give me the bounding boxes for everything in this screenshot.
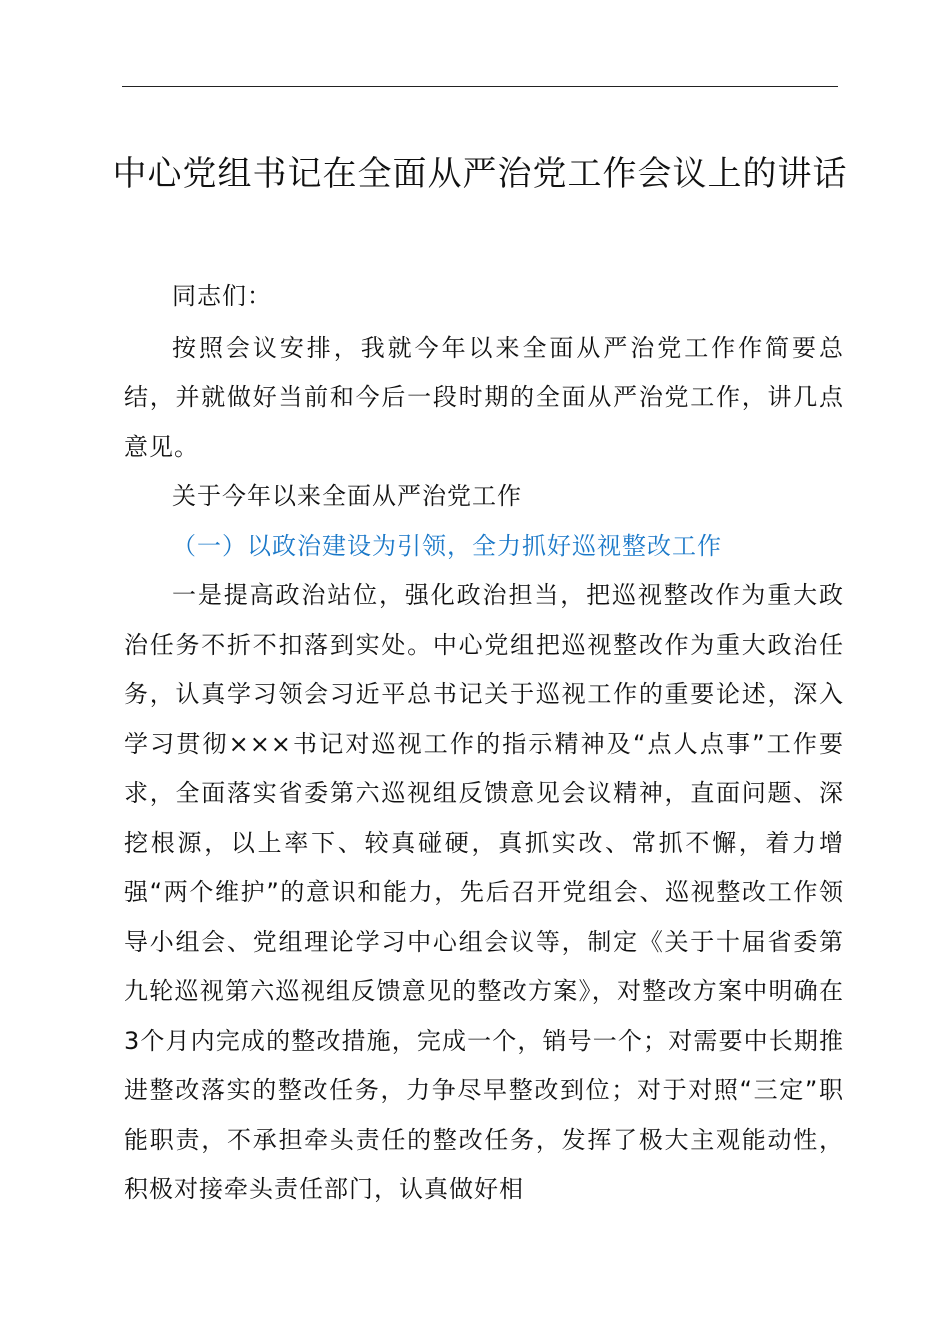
page-title: 中心党组书记在全面从严治党工作会议上的讲话 xyxy=(112,154,848,194)
salutation: 同志们： xyxy=(172,282,272,310)
header-rule xyxy=(122,86,838,87)
section-heading: （一）以政治建设为引领，全力抓好巡视整改工作 xyxy=(172,531,722,560)
intro-paragraph: 按照会议安排，我就今年以来全面从严治党工作作简要总结，并就做好当前和今后一段时期的全面从严治党工作，讲几点意见。 xyxy=(124,333,844,461)
part-heading: 关于今年以来全面从严治党工作 xyxy=(172,482,522,510)
document-body xyxy=(124,272,844,1215)
body-paragraph: 一是提高政治站位，强化政治担当，把巡视整改作为重大政治任务不折不扣落到实处。中心党组把巡视整改作为重大政治任务，认真学习领会习近平总书记关于巡视工作的重要论述，深入学习贯彻×××书记对巡视工作的指示精神及“点人点事”工作要求，全面落实省委第六巡视组反馈意见会议精神，直面问题、深挖根源，以上率下、较真碰硬，真抓实改、常抓不懈，着力增强“两个维护”的意识和能力，先后召开党组会、巡视整改工作领导小组会、党组理论学习中心组会议等，制定《关于十届省委第九轮巡视第六巡视组反馈意见的整改方案》，对整改方案中明确在3个月内完成的整改措施，完成一个，销号一个；对需要中长期推进整改落实的整改任务，力争尽早整改到位；对于对照“三定”职能职责，不承担牵头责任的整改任务，发挥了极大主观能动性，积极对接牵头责任部门，认真做好相 xyxy=(124,581,844,1203)
